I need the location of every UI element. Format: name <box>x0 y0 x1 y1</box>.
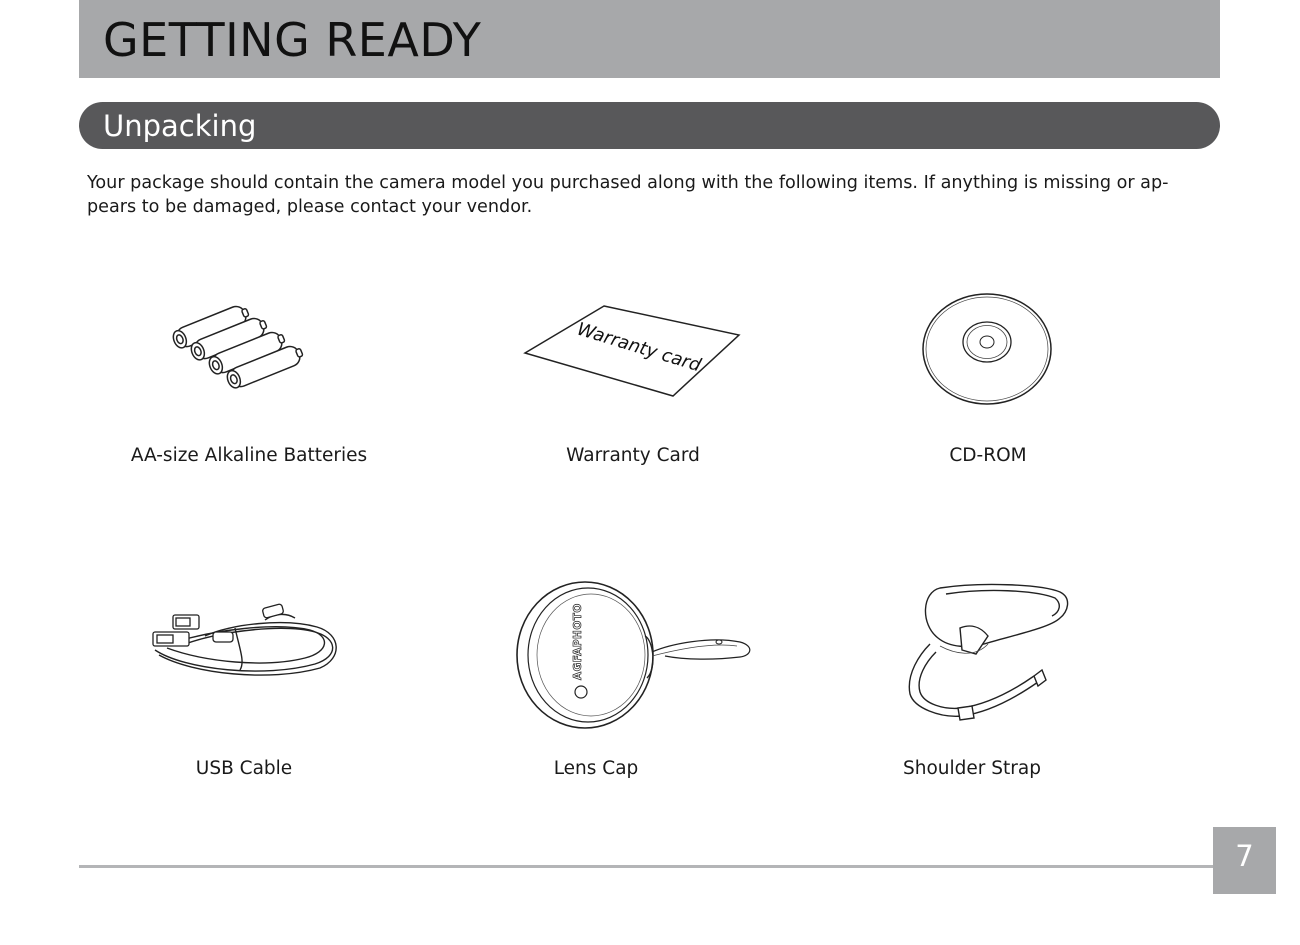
item-caption: CD-ROM <box>949 445 1027 466</box>
usb-cable-icon <box>145 600 340 682</box>
lens-cap-brand: AGFAPHOTO <box>572 603 584 680</box>
item-caption: USB Cable <box>195 758 293 779</box>
item-caption: Warranty Card <box>566 445 700 466</box>
section-title: Unpacking <box>103 109 257 143</box>
item-caption: AA-size Alkaline Batteries <box>130 445 368 466</box>
lens-cap-icon <box>515 578 755 733</box>
item-caption: Lens Cap <box>553 758 639 779</box>
page-number: 7 <box>1213 827 1276 894</box>
intro-paragraph <box>87 171 1197 219</box>
warranty-card-label: Warranty card <box>574 318 704 377</box>
page-title: GETTING READY <box>103 13 482 67</box>
batteries-icon <box>168 300 318 400</box>
shoulder-strap-icon <box>900 584 1072 730</box>
intro-line-1: Your package should contain the camera model you purchased along with the following items. If anything is missing or ap- <box>87 173 1169 193</box>
warranty-card-icon <box>520 300 745 402</box>
intro-line-2: pears to be damaged, please contact your vendor. <box>87 197 533 217</box>
cd-rom-icon <box>920 292 1054 406</box>
item-caption: Shoulder Strap <box>903 758 1041 779</box>
footer-rule <box>79 865 1213 868</box>
